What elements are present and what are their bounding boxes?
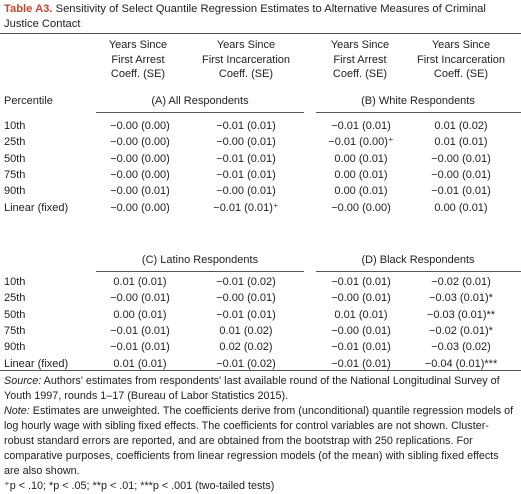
table-cell: −0.00 (0.00)	[110, 120, 170, 132]
table-cell: 0.01 (0.02)	[219, 324, 273, 337]
table-cell: −0.00 (0.01)	[431, 152, 491, 165]
table-cell: −0.02 (0.01)	[431, 276, 491, 288]
table-cell: −0.00 (0.00)	[110, 168, 170, 181]
note-text: Estimates are unweighted. The coefficients derive from (unconditional) quantile regression models of log hourly wage with sibling fixed effects. The coefficients for control variables are not shown. Cluster-robust standard errors are reported, and are obtained from the bootstrap with 250 replications. For comparative purposes, coefficients from linear regression models (of the mean) with sibling fixed effects are also shown.	[4, 405, 514, 477]
col-header-line3: Coeff. (SE)	[332, 68, 388, 80]
table-cell: 0.01 (0.01)	[334, 308, 388, 321]
table-cell: −0.01 (0.02)	[216, 276, 276, 288]
table-cell: 0.01 (0.01)	[113, 276, 167, 288]
col-header-4	[405, 38, 517, 82]
col-header-line3: Coeff. (SE)	[110, 68, 166, 80]
table-cell: −0.00 (0.01)	[110, 185, 170, 198]
panel-rule-ab-left	[96, 112, 304, 113]
table-cell: −0.01 (0.01)	[431, 185, 491, 198]
col-header-line1: Years Since	[216, 39, 276, 51]
top-rule	[0, 33, 521, 34]
col-header-line2: First Incarceration	[201, 53, 291, 66]
col-header-3	[310, 38, 410, 82]
panel-title-a: (A) All Respondents	[151, 95, 249, 107]
source-note	[4, 374, 516, 404]
table-cell: −0.01 (0.00)⁺	[328, 136, 394, 149]
table-cell: −0.01 (0.01)	[110, 324, 170, 337]
table-cell: 0.02 (0.02)	[219, 341, 273, 354]
table-cell: 0.00 (0.01)	[334, 152, 388, 165]
row-label: 90th	[4, 341, 26, 354]
table-title	[4, 2, 516, 32]
table-cell: −0.01 (0.01)	[216, 152, 276, 165]
table-cell: −0.00 (0.01)	[216, 185, 276, 198]
row-label: 10th	[4, 276, 26, 288]
table-cell: −0.01 (0.01)	[216, 308, 276, 321]
table-cell: 0.01 (0.01)	[113, 357, 167, 370]
table-cell: −0.01 (0.01)	[110, 341, 170, 354]
table-cell: −0.01 (0.01)	[331, 357, 391, 370]
bottom-rule	[0, 370, 521, 371]
col-header-line1: Years Since	[108, 39, 168, 51]
table-cell: −0.00 (0.01)	[331, 292, 391, 305]
panel-title-d: (D) Black Respondents	[361, 254, 475, 266]
significance-note: ⁺p < .10; *p < .05; **p < .01; ***p < .001 (two-tailed tests)	[4, 480, 275, 492]
row-label: 10th	[4, 120, 26, 132]
col-header-line3: Coeff. (SE)	[218, 68, 274, 80]
table-cell: −0.01 (0.01)	[331, 341, 391, 354]
table-cell: −0.03 (0.02)	[431, 341, 491, 354]
row-label: 75th	[4, 324, 26, 337]
percentile-header: Percentile	[4, 95, 53, 107]
table-cell: −0.00 (0.01)	[331, 324, 391, 337]
col-header-line2: First Arrest	[333, 53, 387, 66]
table-cell: −0.01 (0.01)	[331, 120, 391, 132]
col-header-line2: First Incarceration	[416, 53, 506, 66]
row-label: 75th	[4, 168, 26, 181]
col-header-2	[186, 38, 306, 82]
table-cell: −0.00 (0.00)	[110, 136, 170, 149]
table-cell: −0.00 (0.00)	[110, 152, 170, 165]
row-label: 25th	[4, 136, 26, 149]
col-header-line1: Years Since	[330, 39, 390, 51]
panel-rule-ab-right	[316, 112, 521, 113]
table-cell: −0.02 (0.01)*	[429, 324, 493, 337]
panel-title-c: (C) Latino Respondents	[141, 254, 259, 266]
table-cell: −0.00 (0.01)	[216, 292, 276, 305]
row-label: 25th	[4, 292, 26, 305]
table-cell: −0.00 (0.01)	[431, 168, 491, 181]
table-cell: 0.00 (0.01)	[334, 185, 388, 198]
table-cell: −0.00 (0.01)	[216, 136, 276, 149]
panel-rule-cd-right	[316, 271, 521, 272]
table-cell: −0.01 (0.01)⁺	[213, 201, 279, 214]
row-label: 90th	[4, 185, 26, 198]
table-cell: 0.00 (0.01)	[334, 168, 388, 181]
table-cell: 0.01 (0.02)	[434, 120, 488, 132]
method-note	[4, 404, 516, 479]
table-cell: −0.03 (0.01)**	[426, 308, 496, 321]
panel-rule-cd-left	[96, 271, 304, 272]
source-text: Authors' estimates from respondents' last available round of the National Longitudinal Survey of Youth 1997, rounds 1–17 (Bureau of Labor Statistics 2015).	[4, 375, 500, 402]
table-cell: −0.00 (0.01)	[110, 292, 170, 305]
table-cell: −0.00 (0.00)	[331, 201, 391, 214]
table-label: Table A3.	[4, 3, 53, 15]
table-cell: 0.01 (0.01)	[434, 136, 488, 149]
row-label: 50th	[4, 152, 26, 165]
row-label: 50th	[4, 308, 26, 321]
table-cell: −0.01 (0.01)	[331, 276, 391, 288]
table-cell: −0.01 (0.01)	[216, 120, 276, 132]
table-cell: −0.04 (0.01)***	[424, 357, 498, 370]
col-header-line3: Coeff. (SE)	[433, 68, 489, 80]
col-header-line2: First Arrest	[111, 53, 165, 66]
table-notes	[4, 374, 516, 494]
row-label: Linear (fixed)	[4, 201, 69, 214]
table-title-text: Sensitivity of Select Quantile Regression Estimates to Alternative Measures of Criminal Justice Contact	[4, 3, 486, 30]
panel-title-b: (B) White Respondents	[361, 95, 475, 107]
table-cell: −0.01 (0.02)	[216, 357, 276, 370]
table-cell: 0.00 (0.01)	[434, 201, 488, 214]
table-cell: −0.00 (0.00)	[110, 201, 170, 214]
row-label: Linear (fixed)	[4, 357, 69, 370]
col-header-1	[88, 38, 188, 82]
table-cell: 0.00 (0.01)	[113, 308, 167, 321]
source-label: Source:	[4, 375, 42, 387]
table-cell: −0.01 (0.01)	[216, 168, 276, 181]
col-header-line1: Years Since	[431, 39, 491, 51]
table-cell: −0.03 (0.01)*	[429, 292, 493, 305]
note-label: Note:	[4, 405, 30, 417]
